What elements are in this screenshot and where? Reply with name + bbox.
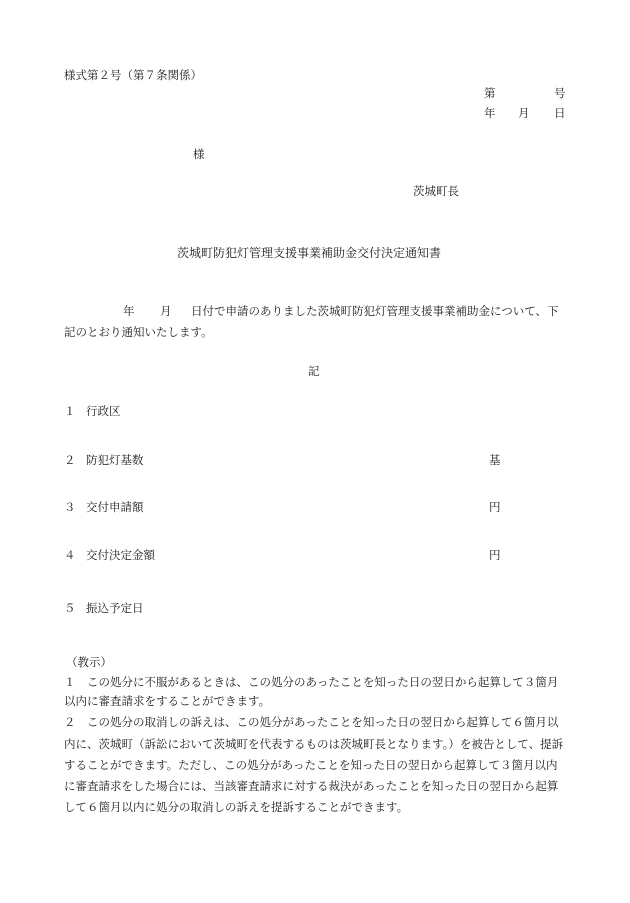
notice-line: １ この処分に不服があるときは、この処分のあったことを知った日の翌日から起算して３箇月 [64, 675, 559, 689]
item-label: 行政区 [86, 404, 121, 418]
item-label: 防犯灯基数 [86, 453, 144, 467]
body-month-label: 月 [160, 304, 172, 318]
issuer-name: 茨城町長 [413, 184, 459, 198]
item-number: ３ [64, 500, 76, 514]
body-year-label: 年 [123, 304, 135, 318]
body-paragraph-line-2: 記のとおり通知いたします。 [64, 325, 213, 339]
item-label: 交付申請額 [86, 500, 144, 514]
item-number: ２ [64, 453, 76, 467]
addressee-honorific: 様 [193, 147, 205, 161]
item-number: ４ [64, 548, 76, 562]
notice-line: 内に、茨城町（訴訟において茨城町を代表するものは茨城町長となります。）を被告として、提訴 [64, 737, 564, 751]
document-title: 茨城町防犯灯管理支援事業補助金交付決定通知書 [177, 246, 442, 260]
notice-line: ２ この処分の取消しの訴えは、この処分があったことを知った日の翌日から起算して６箇月以 [64, 715, 559, 729]
item-unit-yen: 円 [489, 500, 501, 514]
date-month-label: 月 [518, 106, 530, 120]
document-number-prefix: 第 [484, 86, 496, 100]
item-unit-yen: 円 [489, 548, 501, 562]
ki-heading: 記 [308, 364, 320, 378]
item-label: 交付決定金額 [86, 548, 155, 562]
date-day-label: 日 [554, 106, 566, 120]
document-number-suffix: 号 [554, 86, 566, 100]
item-number: １ [64, 404, 76, 418]
notice-line: することができます。ただし、この処分があったことを知った日の翌日から起算して３箇月以内 [64, 758, 558, 772]
item-unit-ki: 基 [489, 453, 501, 467]
notice-line: して６箇月以内に処分の取消しの訴えを提訴することができます。 [64, 800, 409, 814]
form-number-label: 様式第２号（第７条関係） [64, 68, 202, 82]
notice-line: に審査請求をした場合には、当該審査請求に対する裁決があったことを知った日の翌日から起算 [64, 779, 559, 793]
notice-heading: （教示） [66, 655, 112, 669]
item-label: 振込予定日 [86, 601, 144, 615]
date-year-label: 年 [484, 106, 496, 120]
notice-line: 以内に審査請求をすることができます。 [64, 694, 271, 708]
item-number: ５ [64, 601, 76, 615]
body-text: 日付で申請のありました茨城町防犯灯管理支援事業補助金について、下 [191, 304, 559, 318]
